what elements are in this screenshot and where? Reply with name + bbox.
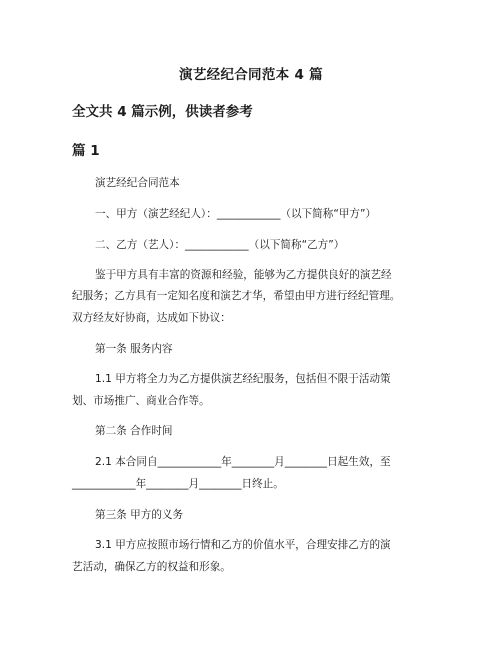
party-a-line: 一、甲方（演艺经纪人）：____________（以下简称“甲方”） <box>95 208 377 220</box>
article-2-heading: 第二条 合作时间 <box>95 425 173 437</box>
preamble-line-2: 纪服务；乙方具有一定知名度和演艺才华，希望由甲方进行经纪管理。 <box>72 290 401 302</box>
section-heading: 篇 1 <box>72 143 100 159</box>
clause-2-1-line-1: 2.1 本合同自____________年________月________日起生效，至 <box>95 456 391 468</box>
clause-3-1-line-1: 3.1 甲方应按照市场行情和乙方的价值水平，合理安排乙方的演 <box>95 539 391 551</box>
party-b-line: 二、乙方（艺人）：____________（以下简称“乙方”） <box>95 239 345 251</box>
article-3-heading: 第三条 甲方的义务 <box>95 509 184 521</box>
preamble-line-3: 双方经友好协商，达成如下协议： <box>72 312 231 324</box>
clause-1-1-line-2: 划、市场推广、商业合作等。 <box>72 395 210 407</box>
clause-1-1-line-1: 1.1 甲方将全力为乙方提供演艺经纪服务，包括但不限于活动策 <box>95 373 391 385</box>
clause-2-1-line-2: ____________年________月________日终止。 <box>72 478 284 490</box>
document-title: 演艺经纪合同范本 4 篇 <box>179 67 323 83</box>
article-1-heading: 第一条 服务内容 <box>95 343 173 355</box>
document-subtitle: 全文共 4 篇示例，供读者参考 <box>72 104 253 120</box>
contract-title-line: 演艺经纪合同范本 <box>95 177 180 189</box>
preamble-line-1: 鉴于甲方具有丰富的资源和经验，能够为乙方提供良好的演艺经 <box>95 269 392 281</box>
clause-3-1-line-2: 艺活动，确保乙方的权益和形象。 <box>72 561 231 573</box>
